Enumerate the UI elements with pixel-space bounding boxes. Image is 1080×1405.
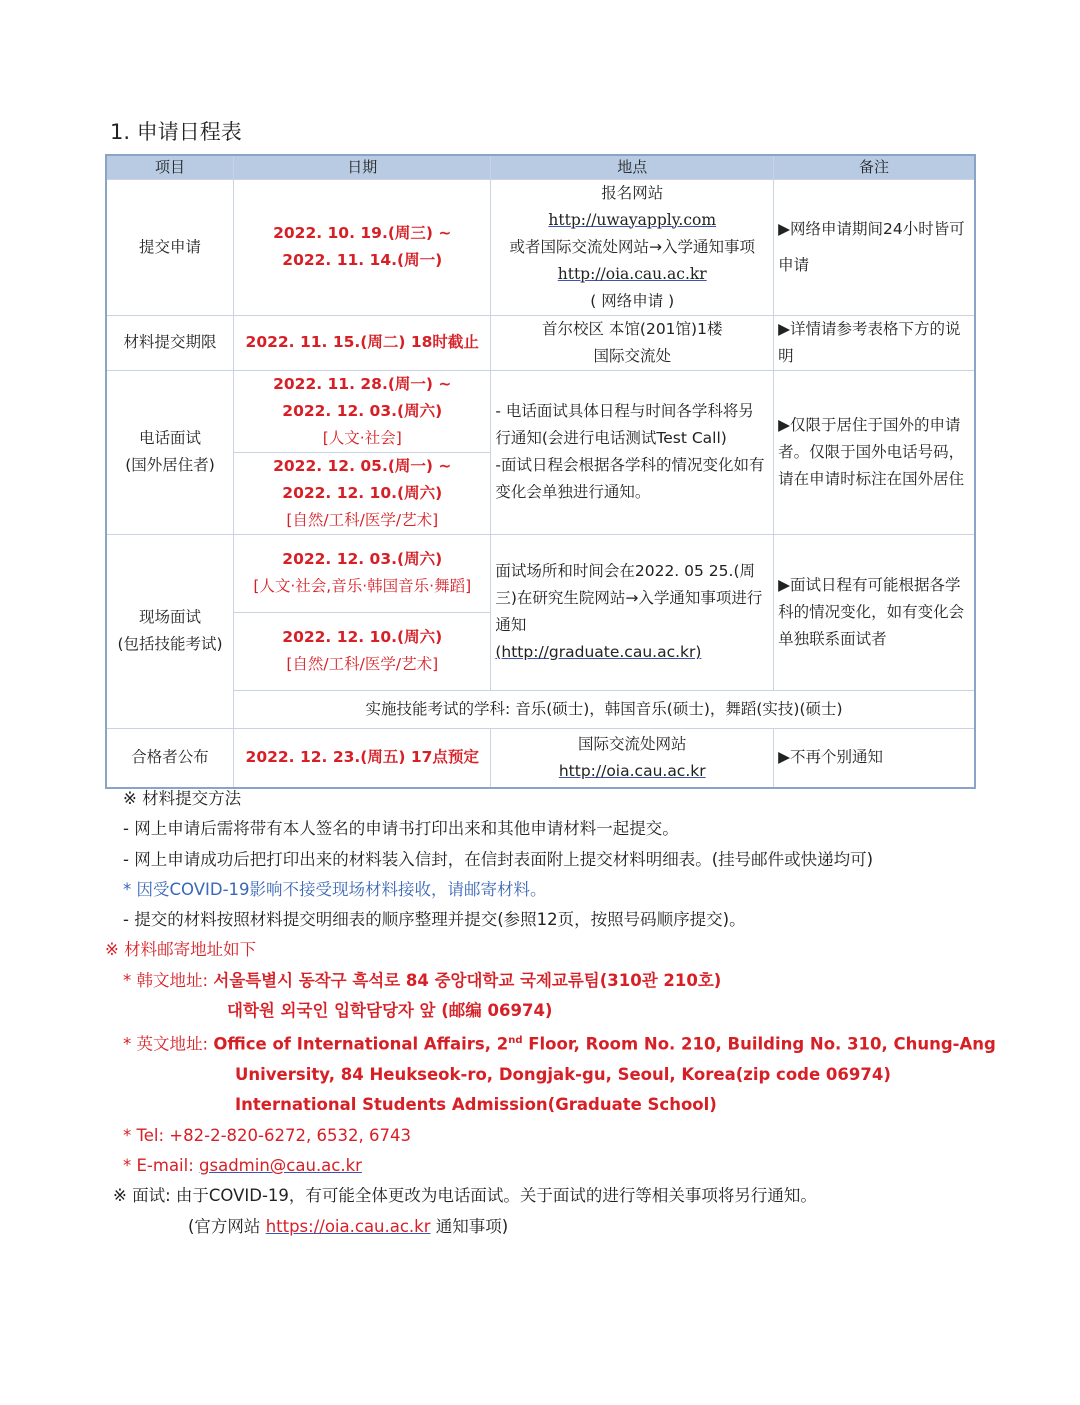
phone-place-1: - 电话面试具体日程与时间各学科将另行通知(会进行电话测试Test Call)	[495, 402, 754, 447]
oia-link-result[interactable]: http://oia.cau.ac.kr	[558, 761, 706, 780]
en-line-3: International Students Admission(Graduate School)	[235, 1095, 717, 1115]
onsite-a-date: 2022. 12. 03.(周六)	[282, 550, 443, 568]
result-place-1: 国际交流处网站	[577, 734, 687, 753]
result-date: 2022. 12. 23.(周五) 17点预定	[234, 728, 491, 788]
apply-item: 提交申请	[106, 179, 234, 315]
graduate-link[interactable]: (http://graduate.cau.ac.kr)	[495, 643, 702, 661]
apply-place	[491, 179, 774, 315]
phone-place-2: -面试日程会根据各学科的情况变化如有变化会单独进行通知。	[495, 456, 765, 501]
result-note: ▶不再个别通知	[774, 728, 975, 788]
result-place	[491, 728, 774, 788]
official-site-link[interactable]: https://oia.cau.ac.kr	[265, 1216, 431, 1236]
onsite-place-1: 面试场所和时间会在2022. 05 25.(周三)在研究生院网站→入学通知事项进行通知	[495, 562, 763, 634]
phone-place	[491, 370, 774, 534]
onsite-item-1: 现场面试	[139, 608, 202, 626]
table-header-row	[106, 155, 975, 179]
header-date: 日期	[234, 155, 491, 179]
oia-link[interactable]: http://oia.cau.ac.kr	[557, 264, 707, 283]
schedule-table	[105, 154, 976, 789]
email-label: * E-mail:	[123, 1156, 200, 1176]
method-2: - 网上申请成功后把打印出来的材料装入信封，在信封表面附上提交材料明细表。(挂号邮件或快递均可)	[123, 849, 874, 869]
phone-date-b	[234, 452, 491, 534]
kr-line-2: 대학원 외국인 입학담당자 앞 (邮编 06974)	[227, 1001, 553, 1021]
onsite-a-tag: [人文·社会,音乐·韩国音乐·舞蹈]	[253, 577, 472, 595]
onsite-item	[106, 534, 234, 728]
en-line-1-sup: nd	[508, 1035, 523, 1047]
onsite-place	[491, 534, 774, 690]
phone-a-tag: [人文·社会]	[322, 428, 402, 447]
method-1: - 网上申请后需将带有本人签名的申请书打印出来和其他申请材料一起提交。	[123, 819, 679, 839]
kr-label: * 韩文地址:	[123, 970, 214, 990]
mail-title: ※ 材料邮寄地址如下	[105, 940, 257, 960]
onsite-note: ▶面试日程有可能根据各学科的情况变化，如有变化会单独联系面试者	[774, 534, 975, 690]
onsite-date-b	[234, 612, 491, 690]
tel-line: * Tel: +82-2-820-6272, 6532, 6743	[123, 1125, 411, 1145]
apply-place-label: 报名网站	[601, 183, 664, 202]
phone-b-start: 2022. 12. 05.(周一) ~	[273, 456, 452, 475]
phone-item-2: (国外居住者)	[125, 456, 215, 474]
onsite-date-a	[234, 534, 491, 612]
kr-line-1: 서울특별시 동작구 흑석로 84 중앙대학교 국제교류팀(310관 210호)	[213, 970, 722, 990]
en-line-1a: Office of International Affairs, 2	[213, 1034, 509, 1054]
apply-place-online: ( 网络申请 )	[590, 291, 675, 310]
apply-date	[234, 179, 491, 315]
phone-a-end: 2022. 12. 03.(周六)	[282, 401, 443, 420]
header-place: 地点	[491, 155, 774, 179]
phone-item	[106, 370, 234, 534]
interview-note-2a: (官方网站	[188, 1216, 266, 1236]
en-line-2: University, 84 Heukseok-ro, Dongjak-gu, Seoul, Korea(zip code 06974)	[235, 1065, 891, 1085]
table-row-apply	[106, 179, 975, 315]
notes-section	[105, 784, 996, 1242]
email-link[interactable]: gsadmin@cau.ac.kr	[199, 1156, 362, 1176]
result-item: 合格者公布	[106, 728, 234, 788]
phone-item-1: 电话面试	[139, 429, 202, 447]
materials-place-1: 首尔校区 本馆(201馆)1楼	[541, 319, 723, 338]
phone-note: ▶仅限于居住于国外的申请者。仅限于国外电话号码，请在申请时标注在国外居住	[774, 370, 975, 534]
interview-note-2b: 通知事项)	[430, 1216, 509, 1236]
apply-place-alt: 或者国际交流处网站→入学通知事项	[509, 237, 755, 256]
method-title: ※ 材料提交方法	[123, 789, 242, 808]
onsite-b-tag: [自然/工科/医学/艺术]	[286, 655, 439, 673]
method-4: - 提交的材料按照材料提交明细表的顺序整理并提交(参照12页，按照号码顺序提交)。	[123, 910, 746, 930]
section-title: 1. 申请日程表	[110, 120, 242, 144]
header-item: 项目	[106, 155, 234, 179]
apply-date-end: 2022. 11. 14.(周一)	[282, 251, 443, 269]
materials-date: 2022. 11. 15.(周二) 18时截止	[234, 315, 491, 370]
table-row-phone-a	[106, 370, 975, 452]
onsite-b-date: 2022. 12. 10.(周六)	[282, 628, 443, 646]
table-row-skill	[106, 690, 975, 728]
onsite-item-2: (包括技能考试)	[117, 635, 223, 653]
header-note: 备注	[774, 155, 975, 179]
materials-place	[491, 315, 774, 370]
apply-date-start: 2022. 10. 19.(周三) ~	[273, 224, 452, 242]
en-label: * 英文地址:	[123, 1034, 214, 1054]
skill-subjects: 实施技能考试的学科: 音乐(硕士)，韩国音乐(硕士)，舞蹈(实技)(硕士)	[234, 690, 975, 728]
table-row-result	[106, 728, 975, 788]
interview-note-1: ※ 面试: 由于COVID-19，有可能全体更改为电话面试。关于面试的进行等相关事项将另行通知。	[113, 1186, 817, 1206]
materials-item: 材料提交期限	[106, 315, 234, 370]
phone-b-tag: [自然/工科/医学/艺术]	[286, 510, 439, 529]
en-line-1b: Floor, Room No. 210, Building No. 310, Chung-Ang	[522, 1034, 996, 1054]
uwayapply-link[interactable]: http://uwayapply.com	[548, 210, 717, 229]
phone-date-a	[234, 370, 491, 452]
phone-a-start: 2022. 11. 28.(周一) ~	[273, 374, 452, 393]
table-row-materials	[106, 315, 975, 370]
materials-place-2: 国际交流处	[593, 346, 671, 365]
materials-note: ▶详情请参考表格下方的说明	[774, 315, 975, 370]
phone-b-end: 2022. 12. 10.(周六)	[282, 483, 443, 502]
table-row-onsite-a	[106, 534, 975, 612]
apply-note: ▶网络申请期间24小时皆可申请	[774, 179, 975, 315]
method-3: * 因受COVID-19影响不接受现场材料接收，请邮寄材料。	[123, 879, 547, 899]
